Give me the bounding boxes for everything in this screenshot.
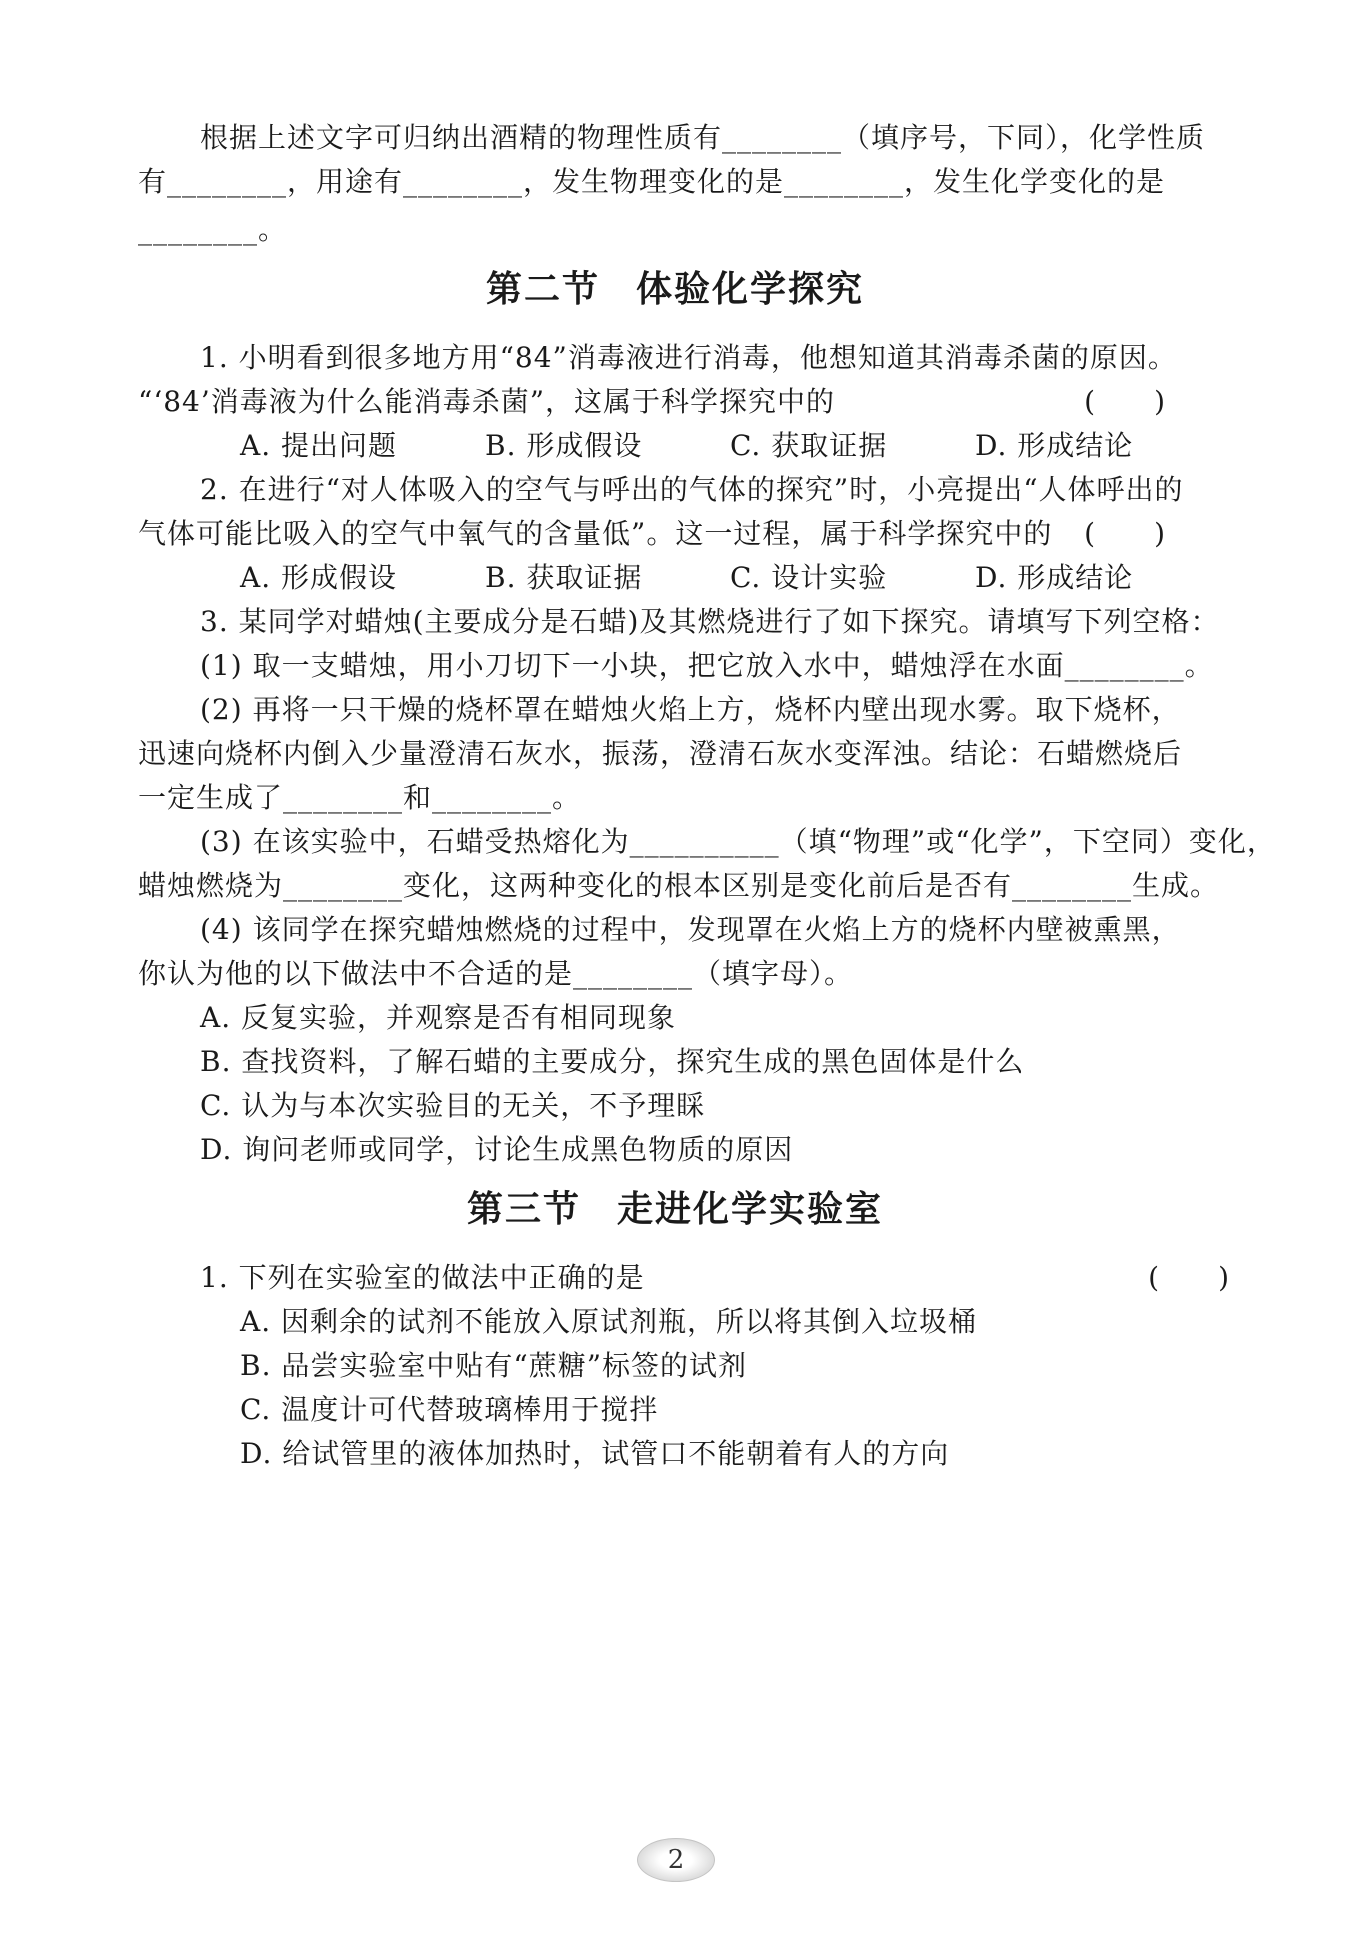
s3-q1-stem: 1. 下列在实验室的做法中正确的是 bbox=[200, 1261, 645, 1294]
answer-bracket: ( ) bbox=[1084, 385, 1166, 418]
s2-q3-part-1: (1) 取一支蜡烛，用小刀切下一小块，把它放入水中，蜡烛浮在水面________。 bbox=[200, 649, 1214, 682]
answer-bracket: ( ) bbox=[1084, 517, 1166, 550]
s2-q1-line-1: 1. 小明看到很多地方用“84”消毒液进行消毒，他想知道其消毒杀菌的原因。 bbox=[200, 341, 1177, 374]
s2-q3-option-a: A. 反复实验，并观察是否有相同现象 bbox=[200, 1001, 677, 1034]
s2-q1-options bbox=[240, 426, 1260, 466]
s2-q3-option-d: D. 询问老师或同学，讨论生成黑色物质的原因 bbox=[200, 1133, 794, 1166]
section-3-heading bbox=[0, 1186, 1350, 1234]
s3-q1-option-b: B. 品尝实验室中贴有“蔗糖”标签的试剂 bbox=[240, 1349, 748, 1382]
s3-q1-line-1 bbox=[200, 1258, 1260, 1298]
option-b: B. 获取证据 bbox=[485, 561, 643, 594]
option-d: D. 形成结论 bbox=[975, 429, 1134, 462]
s2-q3-part-4-line-1: (4) 该同学在探究蜡烛燃烧的过程中，发现罩在火焰上方的烧杯内壁被熏黑， bbox=[200, 913, 1181, 946]
s2-q3-part-2-line-1: (2) 再将一只干燥的烧杯罩在蜡烛火焰上方，烧杯内壁出现水雾。取下烧杯， bbox=[200, 693, 1181, 726]
answer-bracket: ( ) bbox=[1148, 1261, 1230, 1294]
s3-q1-option-d: D. 给试管里的液体加热时，试管口不能朝着有人的方向 bbox=[240, 1437, 950, 1470]
option-d: D. 形成结论 bbox=[975, 561, 1134, 594]
s2-q3-part-2-line-2: 迅速向烧杯内倒入少量澄清石灰水，振荡，澄清石灰水变浑浊。结论：石蜡燃烧后 bbox=[138, 737, 1183, 770]
s2-q3-option-c: C. 认为与本次实验目的无关，不予理睬 bbox=[200, 1089, 706, 1122]
s2-q1-stem: “‘84’消毒液为什么能消毒杀菌”，这属于科学探究中的 bbox=[138, 385, 836, 418]
s2-q2-line-1: 2. 在进行“对人体吸入的空气与呼出的气体的探究”时，小亮提出“人体呼出的 bbox=[200, 473, 1184, 506]
section-2-title: 体验化学探究 bbox=[636, 269, 865, 310]
s2-q2-stem: 气体可能比吸入的空气中氧气的含量低”。这一过程，属于科学探究中的 bbox=[138, 517, 1053, 550]
section-3-title: 走进化学实验室 bbox=[617, 1189, 884, 1230]
option-a: A. 形成假设 bbox=[240, 561, 398, 594]
s2-q2-options bbox=[240, 558, 1260, 598]
option-b: B. 形成假设 bbox=[485, 429, 643, 462]
s2-q2-line-2 bbox=[138, 514, 1258, 554]
intro-line-2: 有________，用途有________，发生物理变化的是________，发生化学变化的是 bbox=[138, 165, 1166, 198]
option-c: C. 获取证据 bbox=[730, 429, 888, 462]
s2-q3-part-2-line-3: 一定生成了________和________。 bbox=[138, 781, 582, 814]
s2-q3-part-3-line-2: 蜡烛燃烧为________变化，这两种变化的根本区别是变化前后是否有________生成。 bbox=[138, 869, 1220, 902]
s3-q1-option-c: C. 温度计可代替玻璃棒用于搅拌 bbox=[240, 1393, 659, 1426]
section-3-number: 第三节 bbox=[466, 1189, 581, 1230]
intro-line-1: 根据上述文字可归纳出酒精的物理性质有________（填序号，下同），化学性质 bbox=[200, 121, 1206, 154]
option-a: A. 提出问题 bbox=[240, 429, 398, 462]
s2-q3-option-b: B. 查找资料，了解石蜡的主要成分，探究生成的黑色固体是什么 bbox=[200, 1045, 1025, 1078]
intro-line-3: ________。 bbox=[138, 213, 288, 246]
page-number-badge: 2 bbox=[637, 1838, 715, 1882]
section-2-heading bbox=[0, 266, 1350, 314]
s2-q1-line-2 bbox=[138, 382, 1258, 422]
s2-q3-part-4-line-2: 你认为他的以下做法中不合适的是________（填字母）。 bbox=[138, 957, 854, 990]
s3-q1-option-a: A. 因剩余的试剂不能放入原试剂瓶，所以将其倒入垃圾桶 bbox=[240, 1305, 978, 1338]
s2-q3-line-1: 3. 某同学对蜡烛(主要成分是石蜡)及其燃烧进行了如下探究。请填写下列空格： bbox=[200, 605, 1220, 638]
s2-q3-part-3-line-1: (3) 在该实验中，石蜡受热熔化为__________（填“物理”或“化学”，下空同）变化， bbox=[200, 825, 1276, 858]
section-2-number: 第二节 bbox=[485, 269, 600, 310]
option-c: C. 设计实验 bbox=[730, 561, 888, 594]
